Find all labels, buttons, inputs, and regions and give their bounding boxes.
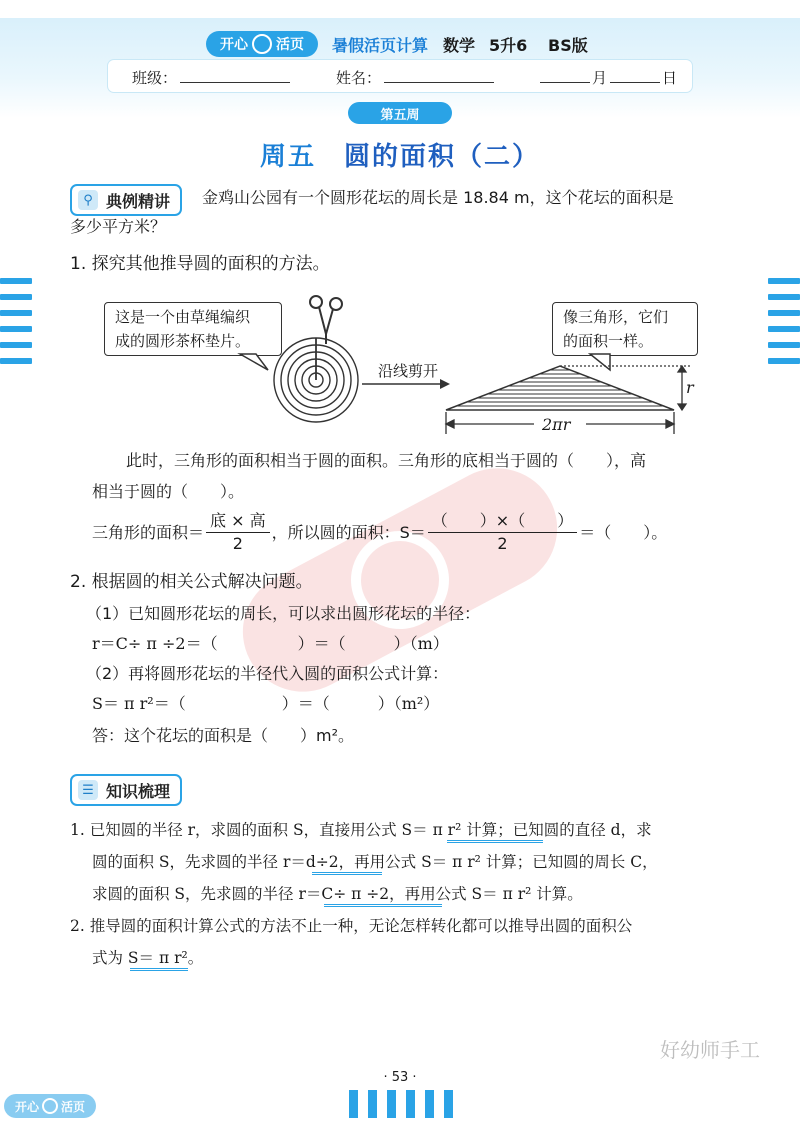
month-field[interactable] xyxy=(540,66,590,83)
formula-lead: 三角形的面积＝ xyxy=(92,522,205,542)
triangle-shape xyxy=(446,366,674,410)
notebook-icon: ☰ xyxy=(78,780,98,800)
brand-left: 开心 xyxy=(220,37,248,53)
bubble-left-tail xyxy=(240,354,268,370)
formula-underline-2 xyxy=(312,872,382,875)
footer-brand-right: 活页 xyxy=(61,1099,86,1114)
bubble-right-line-2: 的面积一样。 xyxy=(563,332,654,350)
book-title: 暑假活页计算 xyxy=(332,36,429,55)
name-label: 姓名： xyxy=(336,69,382,87)
coaster-circles xyxy=(274,338,358,422)
week-badge: 第五周 xyxy=(348,102,452,124)
subject: 数学 xyxy=(443,36,476,55)
watermark-text: 好幼师手工 xyxy=(660,1038,760,1062)
brand-right: 活页 xyxy=(276,37,304,53)
right-side-bars xyxy=(768,278,800,374)
left-side-bars xyxy=(0,278,32,374)
part1-heading: 1. 探究其他推导圆的面积的方法。 xyxy=(70,254,330,274)
problem-line-1: 金鸡山公园有一个圆形花坛的周长是 18.84 m，这个花坛的面积是 xyxy=(202,188,674,207)
day-field[interactable] xyxy=(610,66,660,83)
grade: 5升6 xyxy=(489,36,528,55)
knowledge-tag xyxy=(70,774,182,806)
knowledge-item-1-line-2: 圆的面积 S，先求圆的半径 r＝d÷2，再用公式 S＝ π r² 计算；已知圆的周长 C， xyxy=(92,853,658,871)
knowledge-item-1-line-3: 求圆的面积 S，先求圆的半径 r＝C÷ π ÷2，再用公式 S＝ π r² 计算。 xyxy=(92,885,583,903)
knowledge-item-1-line-1: 1. 已知圆的半径 r，求圆的面积 S，直接用公式 S＝ π r² 计算；已知圆的直径 d，求 xyxy=(70,821,652,839)
fraction-1-denominator: 2 xyxy=(232,534,243,553)
footer-brand-logo xyxy=(4,1094,96,1118)
fraction-circle-area xyxy=(428,510,577,555)
fraction-1-numerator: 底 × 高 xyxy=(206,510,270,533)
title-topic: 圆的面积（二） xyxy=(344,142,541,172)
edition: BS版 xyxy=(548,36,588,55)
formula-mid: ，所以圆的面积：S＝ xyxy=(271,522,426,542)
fraction-triangle-area xyxy=(206,510,270,555)
fraction-2-numerator: （ ）×（ ） xyxy=(428,510,577,533)
smile-icon xyxy=(252,34,272,54)
bubble-left-line-2: 成的圆形茶杯垫片。 xyxy=(115,332,251,350)
problem-line-2: 多少平方米？ xyxy=(70,217,167,236)
height-label: r xyxy=(686,378,694,397)
cut-arrowhead xyxy=(440,379,450,389)
knowledge-item-2-line-1: 2. 推导圆的面积计算公式的方法不止一种，无论怎样转化都可以推导出圆的面积公 xyxy=(70,917,633,935)
formula-underline-1 xyxy=(447,840,543,843)
bubble-right-line-1: 像三角形，它们 xyxy=(563,308,669,326)
part1-text-line-1: 此时，三角形的面积相当于圆的面积。三角形的底相当于圆的（ ），高 xyxy=(126,451,647,470)
formula-underline-4 xyxy=(130,968,188,971)
part1-formula xyxy=(92,510,667,555)
part2-step-1-formula: r＝C÷ π ÷2＝（ ）＝（ ）（m） xyxy=(92,634,449,653)
page-title xyxy=(0,136,800,173)
formula-underline-3 xyxy=(324,904,442,907)
page-number: · 53 · xyxy=(383,1070,417,1085)
example-tag xyxy=(70,184,182,216)
month-label: 月 xyxy=(592,69,608,87)
knowledge-item-2-line-2: 式为 S＝ π r²。 xyxy=(92,949,204,967)
fraction-2-denominator: 2 xyxy=(497,534,508,553)
magnifier-icon: ⚲ xyxy=(78,190,98,210)
example-tag-label: 典例精讲 xyxy=(106,191,171,211)
bottom-bars xyxy=(344,1090,458,1122)
footer-smile-icon xyxy=(42,1098,58,1114)
formula-tail: ＝（ ）。 xyxy=(579,522,668,542)
cut-label: 沿线剪开 xyxy=(378,362,439,380)
scissors-icon xyxy=(310,296,342,344)
class-field[interactable] xyxy=(180,66,290,83)
part2-heading: 2. 根据圆的相关公式解决问题。 xyxy=(70,572,313,592)
day-label: 日 xyxy=(662,69,678,87)
brand-logo xyxy=(206,31,318,57)
bubble-left-line-1: 这是一个由草绳编织 xyxy=(115,308,251,326)
name-field[interactable] xyxy=(384,66,494,83)
footer-brand-left: 开心 xyxy=(14,1099,39,1114)
derivation-illustration xyxy=(90,288,710,438)
part2-step-2-formula: S＝ π r²＝（ ）＝（ ）（m²） xyxy=(92,694,440,713)
base-label: 2πr xyxy=(542,415,571,434)
title-day: 周五 xyxy=(259,142,316,172)
part2-step-2: （2）再将圆形花坛的半径代入圆的面积公式计算： xyxy=(86,664,449,683)
info-bar xyxy=(108,60,692,92)
bubble-right-tail xyxy=(590,354,610,370)
part2-step-1: （1）已知圆形花坛的周长，可以求出圆形花坛的半径： xyxy=(86,604,481,623)
part1-text-line-2: 相当于圆的（ ）。 xyxy=(92,482,245,501)
class-label: 班级： xyxy=(132,69,178,87)
part2-answer: 答：这个花坛的面积是（ ）m²。 xyxy=(92,726,355,745)
knowledge-tag-label: 知识梳理 xyxy=(106,781,171,801)
